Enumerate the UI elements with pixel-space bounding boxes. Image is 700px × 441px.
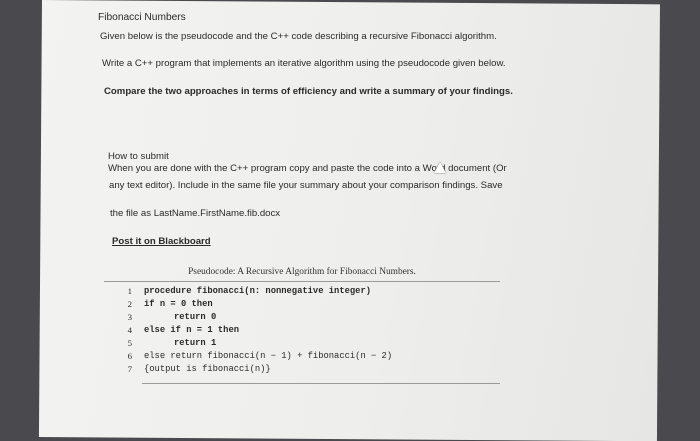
submit-line-1: When you are done with the C++ program copy and paste the code into a Word document (Or — [108, 163, 507, 174]
submit-line-2: any text editor). Include in the same file your summary about your comparison findings. Save — [109, 180, 503, 191]
line-text: return 1 — [174, 338, 217, 348]
intro-paragraph-2: Write a C++ program that implements an iterative algorithm using the pseudocode given below. — [102, 58, 506, 69]
document-title: Fibonacci Numbers — [98, 12, 186, 23]
post-link[interactable]: Post it on Blackboard — [112, 236, 211, 247]
line-text: else if n = 1 then — [144, 325, 240, 335]
line-text: else return fibonacci(n − 1) + fibonacci(n − 2) — [144, 351, 393, 361]
line-number: 5 — [127, 338, 132, 348]
line-text: procedure fibonacci(n: nonnegative integer) — [144, 286, 371, 296]
line-number: 7 — [127, 364, 132, 374]
submit-heading: How to submit — [108, 151, 169, 162]
line-text: return 0 — [174, 312, 217, 322]
line-number: 4 — [127, 325, 132, 335]
line-number: 6 — [127, 351, 132, 361]
line-text: {output is fibonacci(n)} — [144, 364, 271, 374]
line-number: 1 — [127, 286, 132, 296]
intro-paragraph-1: Given below is the pseudocode and the C++ code describing a recursive Fibonacci algorithm. — [100, 31, 497, 42]
divider — [142, 383, 500, 384]
divider — [104, 281, 500, 282]
mouse-pointer-icon — [434, 162, 446, 173]
line-text: if n = 0 then — [144, 299, 213, 309]
intro-paragraph-3: Compare the two approaches in terms of efficiency and write a summary of your findings. — [104, 86, 513, 97]
line-number: 2 — [127, 299, 132, 309]
pseudocode-box — [104, 259, 500, 384]
pseudocode-title: Pseudocode: A Recursive Algorithm for Fibonacci Numbers. — [188, 267, 416, 277]
line-number: 3 — [127, 312, 132, 322]
submit-line-3: the file as LastName.FirstName.fib.docx — [110, 208, 281, 219]
